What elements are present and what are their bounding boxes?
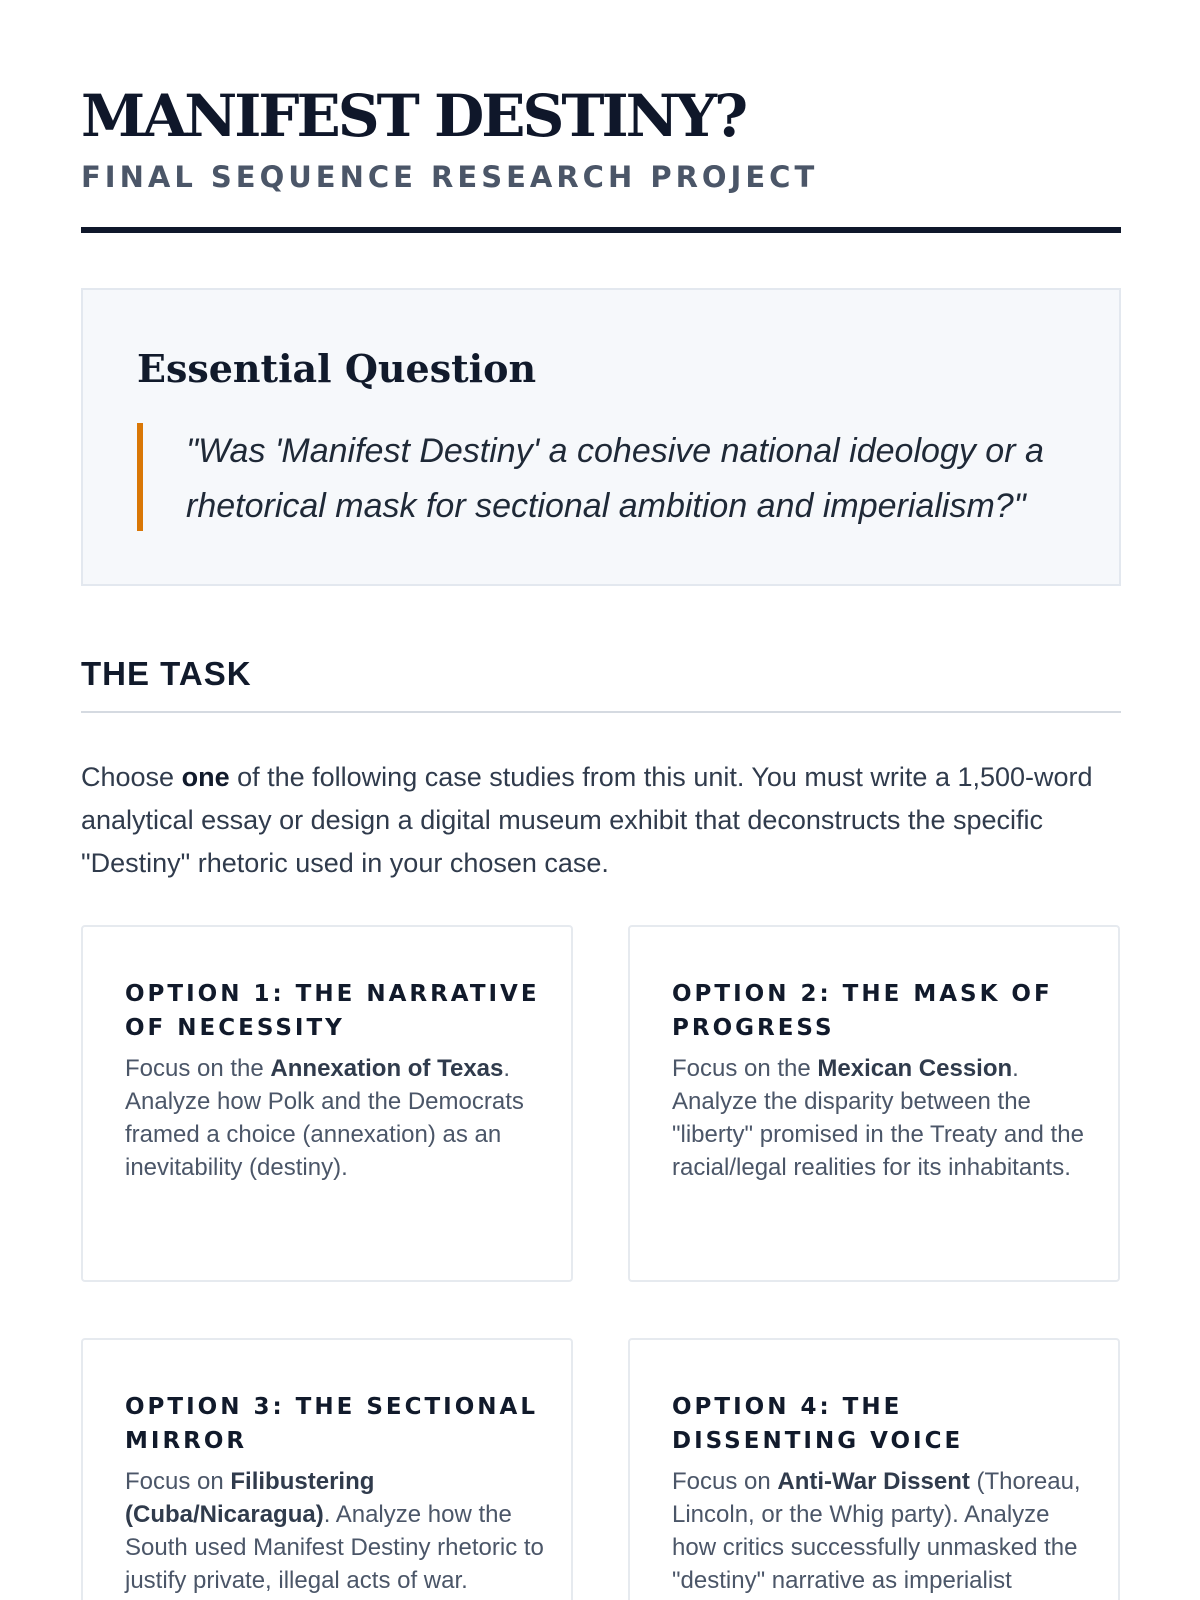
option-text-end: (Thoreau, Lincoln, or the Whig party). Analyze how critics successfully unmasked the "destiny" narrative as imperialist (672, 1468, 1081, 1594)
option-title: OPTION 2: THE MASK OF PROGRESS (672, 981, 1053, 1041)
option-text-end: . Analyze how the South used Manifest Destiny rhetoric to justify private, illegal acts of war. (125, 1501, 544, 1594)
task-heading: THE TASK (81, 655, 252, 692)
page-subtitle: FINAL SEQUENCE RESEARCH PROJECT (81, 160, 819, 194)
option-focus-topic: Annexation of Texas (270, 1055, 504, 1082)
option-focus-topic: Filibustering (Cuba/Nicaragua) (125, 1468, 375, 1528)
task-divider (81, 711, 1121, 713)
option-text-start: Focus on (672, 1468, 778, 1495)
quote-accent-bar (137, 423, 143, 531)
essential-question-quote: "Was 'Manifest Destiny' a cohesive national ideology or a rhetorical mask for sectional ambition and imperialism?" (186, 432, 1044, 525)
option-card-2 (628, 925, 1120, 1282)
option-title: OPTION 3: THE SECTIONAL MIRROR (125, 1394, 538, 1454)
task-text-start: Choose (81, 762, 182, 792)
option-description (672, 1465, 1092, 1597)
option-description (672, 1052, 1092, 1184)
option-card-3 (81, 1338, 573, 1600)
task-text-end: of the following case studies from this unit. You must write a 1,500-word analytical essay or design a digital museum exhibit that deconstructs the specific "Destiny" rhetoric used in your chosen case. (81, 762, 1093, 878)
option-description (125, 1465, 545, 1597)
option-card-1 (81, 925, 573, 1282)
option-text-start: Focus on the (672, 1055, 818, 1082)
option-text-start: Focus on (125, 1468, 231, 1495)
option-text-end: . Analyze how Polk and the Democrats framed a choice (annexation) as an inevitability (destiny). (125, 1055, 524, 1181)
option-text-start: Focus on the (125, 1055, 271, 1082)
option-title: OPTION 4: THE DISSENTING VOICE (672, 1394, 964, 1454)
option-title: OPTION 1: THE NARRATIVE OF NECESSITY (125, 981, 540, 1041)
task-description (81, 756, 1121, 885)
option-focus-topic: Mexican Cession (817, 1055, 1013, 1082)
option-description (125, 1052, 545, 1184)
task-text-emphasis: one (181, 762, 230, 792)
title-divider (81, 227, 1121, 233)
option-card-4 (628, 1338, 1120, 1600)
essential-question-panel (81, 288, 1121, 586)
essential-question-heading: Essential Question (137, 346, 537, 391)
option-text-end: . Analyze the disparity between the "liberty" promised in the Treaty and the racial/legal realities for its inhabitants. (672, 1055, 1084, 1181)
page-title: MANIFEST DESTINY? (81, 82, 746, 150)
option-focus-topic: Anti-War Dissent (777, 1468, 970, 1495)
